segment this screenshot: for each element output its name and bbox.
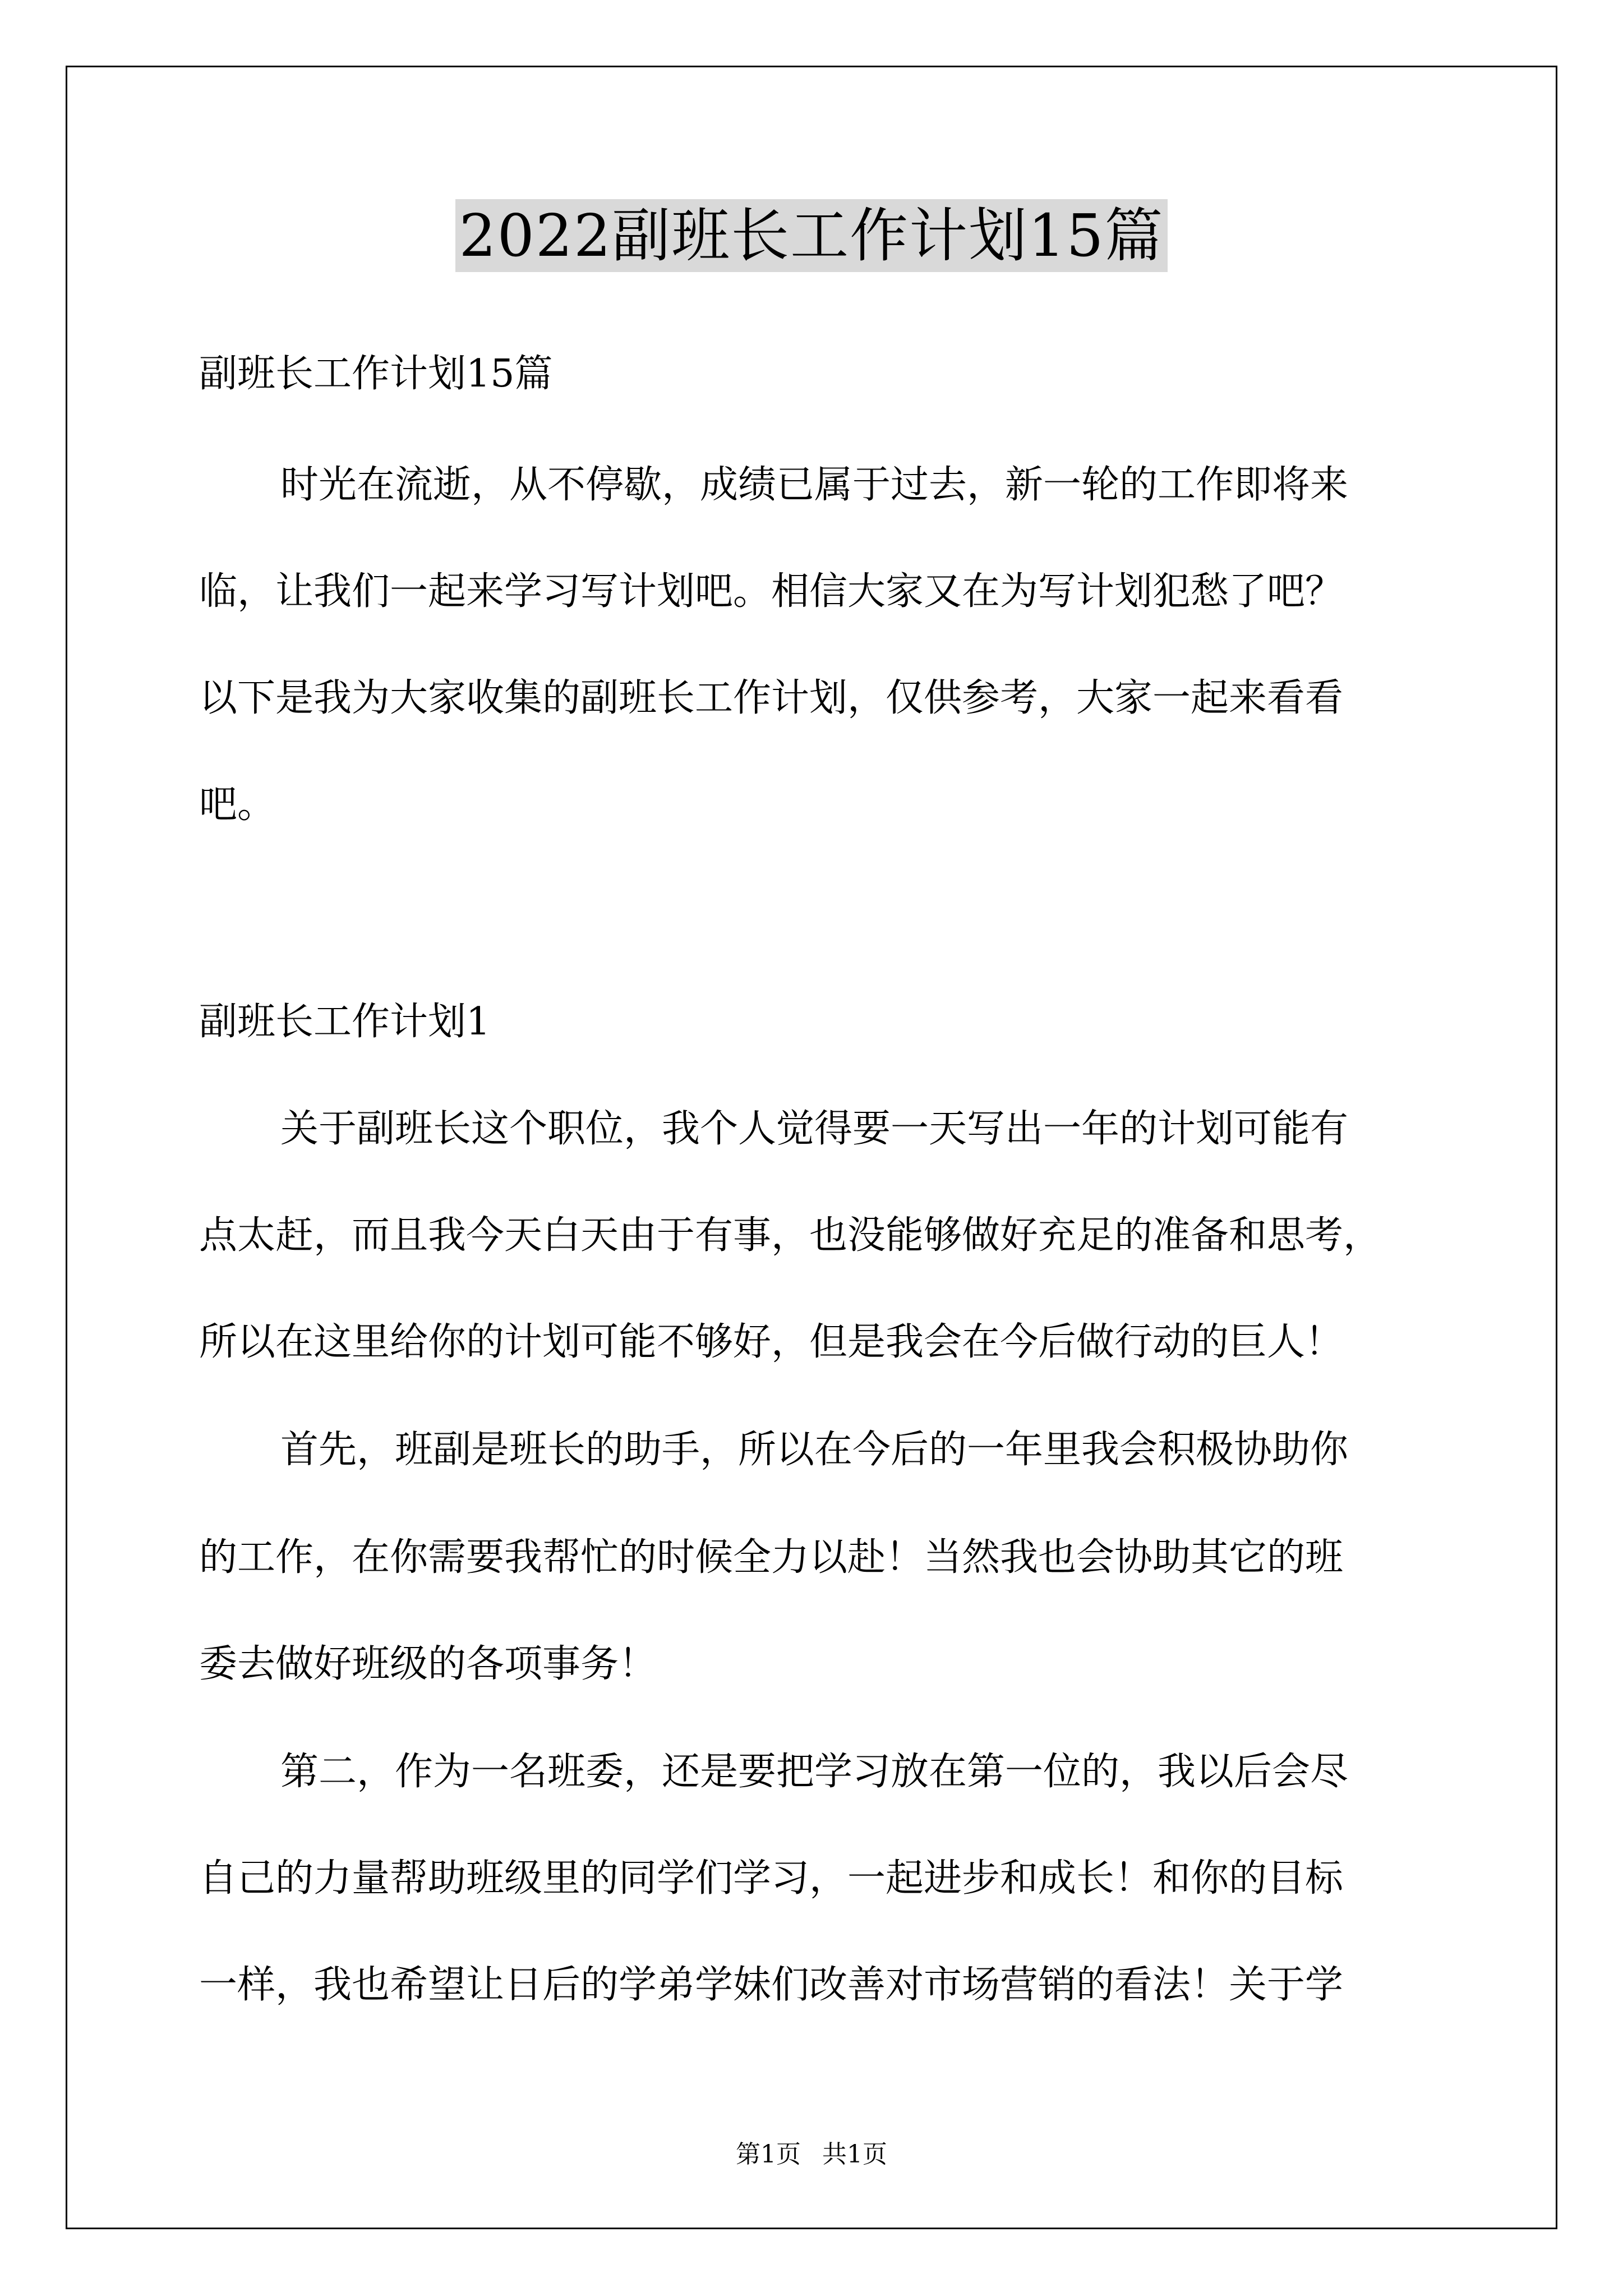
body-line: 首先，班副是班长的助手，所以在今后的一年里我会积极协助你 <box>280 1428 1349 1472</box>
body-line: 的工作，在你需要我帮忙的时候全力以赴！当然我也会协助其它的班 <box>199 1535 1344 1580</box>
body-line: 第二，作为一名班委，还是要把学习放在第一位的，我以后会尽 <box>280 1750 1349 1794</box>
page-total: 共1页 <box>822 2140 887 2169</box>
intro-line: 临，让我们一起来学习写计划吧。相信大家又在为写计划犯愁了吧？ <box>199 569 1344 614</box>
body-line: 委去做好班级的各项事务！ <box>199 1642 657 1686</box>
body-line: 关于副班长这个职位，我个人觉得要一天写出一年的计划可能有 <box>280 1107 1349 1151</box>
body-line: 点太赶，而且我今天白天由于有事，也没能够做好充足的准备和思考， <box>199 1213 1382 1258</box>
document-title: 2022副班长工作计划15篇 <box>455 199 1167 272</box>
body-line: 自己的力量帮助班级里的同学们学习，一起进步和成长！和你的目标 <box>199 1856 1344 1901</box>
page-footer <box>0 2139 1623 2170</box>
body-line: 一样，我也希望让日后的学弟学妹们改善对市场营销的看法！关于学 <box>199 1963 1344 2007</box>
body-line: 所以在这里给你的计划可能不够好，但是我会在今后做行动的巨人！ <box>199 1320 1344 1364</box>
title-wrap <box>0 199 1623 272</box>
page-number: 第1页 <box>736 2140 801 2169</box>
intro-line: 吧。 <box>199 783 276 827</box>
intro-line: 时光在流逝，从不停歇，成绩已属于过去，新一轮的工作即将来 <box>280 463 1349 507</box>
intro-line: 以下是我为大家收集的副班长工作计划，仅供参考，大家一起来看看 <box>199 676 1344 720</box>
section-heading: 副班长工作计划1 <box>199 1000 491 1044</box>
document-subtitle: 副班长工作计划15篇 <box>199 352 553 396</box>
